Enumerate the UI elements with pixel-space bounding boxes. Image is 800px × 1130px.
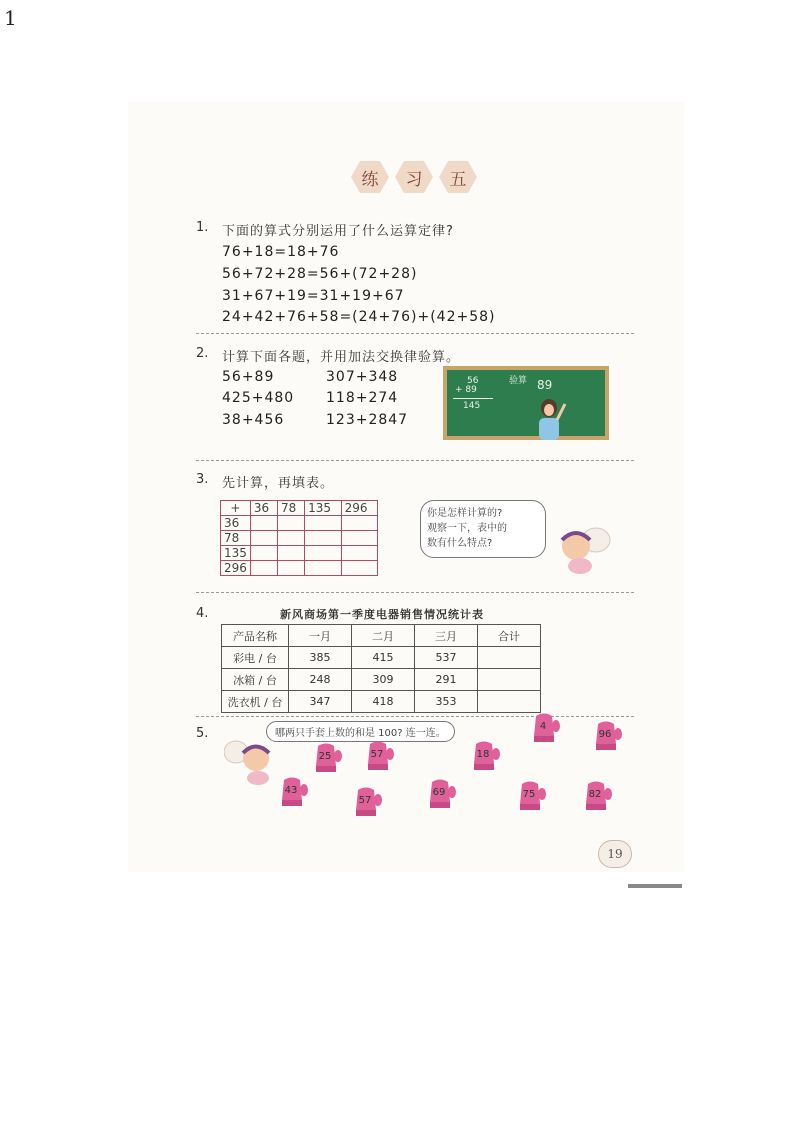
q1-number: 1. bbox=[196, 220, 209, 235]
blank-cell[interactable] bbox=[278, 531, 305, 546]
table-cell: 291 bbox=[415, 669, 478, 691]
q1-equation-1: 76+18=18+76 bbox=[222, 244, 340, 260]
q5-number: 5. bbox=[196, 726, 209, 741]
blank-cell[interactable] bbox=[278, 516, 305, 531]
q1-equation-4: 24+42+76+58=(24+76)+(42+58) bbox=[222, 309, 496, 325]
mitten[interactable]: 57 bbox=[362, 740, 396, 774]
board-number-top: 56 bbox=[467, 376, 479, 386]
cherub-illustration bbox=[224, 732, 284, 788]
table-cell: 385 bbox=[289, 647, 352, 669]
total-cell[interactable] bbox=[478, 691, 541, 713]
mitten[interactable]: 43 bbox=[276, 776, 310, 810]
speech-bubble: 哪两只手套上数的和是 100? 连一连。 bbox=[266, 721, 455, 742]
girl-figure bbox=[531, 396, 571, 440]
q2-expr: 56+89 bbox=[222, 369, 275, 385]
q4-number: 4. bbox=[196, 606, 209, 621]
row-header: 78 bbox=[221, 531, 251, 546]
title-char-1: 练 bbox=[350, 160, 390, 194]
mitten[interactable]: 25 bbox=[310, 742, 344, 776]
board-right-number: 89 bbox=[537, 378, 553, 392]
column-header: 三月 bbox=[415, 625, 478, 647]
q3-number: 3. bbox=[196, 472, 209, 487]
column-header: 78 bbox=[278, 501, 305, 516]
bubble-line: 数有什么特点? bbox=[427, 538, 493, 549]
table-cell: 248 bbox=[289, 669, 352, 691]
mitten[interactable]: 18 bbox=[468, 740, 502, 774]
blank-cell[interactable] bbox=[250, 531, 277, 546]
divider bbox=[196, 333, 634, 334]
q4-table-title: 新风商场第一季度电器销售情况统计表 bbox=[280, 608, 484, 621]
blank-cell[interactable] bbox=[305, 531, 341, 546]
blank-cell[interactable] bbox=[250, 561, 277, 576]
table-cell: 353 bbox=[415, 691, 478, 713]
table-cell: 347 bbox=[289, 691, 352, 713]
mitten[interactable]: 82 bbox=[580, 780, 614, 814]
row-label: 洗衣机 / 台 bbox=[222, 691, 289, 713]
scroll-indicator bbox=[628, 884, 682, 888]
column-header: 一月 bbox=[289, 625, 352, 647]
corner-number: 1 bbox=[4, 6, 17, 30]
blank-cell[interactable] bbox=[341, 531, 377, 546]
blank-cell[interactable] bbox=[305, 546, 341, 561]
row-header: 135 bbox=[221, 546, 251, 561]
board-number-mid: + 89 bbox=[455, 385, 477, 395]
blank-cell[interactable] bbox=[341, 516, 377, 531]
mitten[interactable]: 69 bbox=[424, 778, 458, 812]
addition-table bbox=[220, 500, 378, 576]
title-char-3: 五 bbox=[438, 160, 478, 194]
q2-expr: 38+456 bbox=[222, 412, 285, 428]
divider bbox=[196, 716, 634, 717]
column-header: 296 bbox=[341, 501, 377, 516]
q2-number: 2. bbox=[196, 346, 209, 361]
q2-expr: 118+274 bbox=[326, 390, 399, 406]
column-header: 135 bbox=[305, 501, 341, 516]
q2-text: 计算下面各题，并用加法交换律验算。 bbox=[222, 350, 461, 365]
table-cell: 418 bbox=[352, 691, 415, 713]
row-label: 冰箱 / 台 bbox=[222, 669, 289, 691]
blank-cell[interactable] bbox=[305, 516, 341, 531]
table-row bbox=[222, 647, 541, 669]
board-label: 验算 bbox=[509, 376, 528, 386]
cherub-illustration bbox=[548, 514, 612, 576]
column-header: 二月 bbox=[352, 625, 415, 647]
mitten[interactable]: 4 bbox=[528, 712, 562, 746]
blank-cell[interactable] bbox=[250, 516, 277, 531]
q2-expr: 307+348 bbox=[326, 369, 399, 385]
total-cell[interactable] bbox=[478, 647, 541, 669]
blank-cell[interactable] bbox=[250, 546, 277, 561]
chalkboard bbox=[443, 366, 609, 440]
board-line bbox=[453, 398, 493, 399]
bubble-line: 观察一下，表中的 bbox=[427, 523, 507, 534]
column-header: 36 bbox=[250, 501, 277, 516]
mitten[interactable]: 57 bbox=[350, 786, 384, 820]
blank-cell[interactable] bbox=[278, 546, 305, 561]
column-header: 合计 bbox=[478, 625, 541, 647]
table-cell: 309 bbox=[352, 669, 415, 691]
board-result: 145 bbox=[463, 401, 481, 411]
blank-cell[interactable] bbox=[341, 546, 377, 561]
total-cell[interactable] bbox=[478, 669, 541, 691]
speech-bubble bbox=[420, 500, 546, 558]
textbook-page bbox=[128, 102, 684, 872]
q3-text: 先计算，再填表。 bbox=[222, 476, 335, 491]
blank-cell[interactable] bbox=[341, 561, 377, 576]
blank-cell[interactable] bbox=[305, 561, 341, 576]
table-cell: 415 bbox=[352, 647, 415, 669]
sales-table bbox=[221, 624, 541, 713]
row-header: 36 bbox=[221, 516, 251, 531]
table-corner: + bbox=[221, 501, 251, 516]
divider bbox=[196, 592, 634, 593]
q1-text: 下面的算式分别运用了什么运算定律? bbox=[222, 224, 454, 239]
divider bbox=[196, 460, 634, 461]
bubble-line: 你是怎样计算的? bbox=[427, 508, 503, 519]
mitten[interactable]: 96 bbox=[590, 720, 624, 754]
q1-equation-2: 56+72+28=56+(72+28) bbox=[222, 266, 418, 282]
column-header: 产品名称 bbox=[222, 625, 289, 647]
q2-expr: 425+480 bbox=[222, 390, 295, 406]
title-char-2: 习 bbox=[394, 160, 434, 194]
mitten[interactable]: 75 bbox=[514, 780, 548, 814]
table-row bbox=[222, 669, 541, 691]
table-cell: 537 bbox=[415, 647, 478, 669]
q2-expr: 123+2847 bbox=[326, 412, 409, 428]
table-row bbox=[222, 691, 541, 713]
q1-equation-3: 31+67+19=31+19+67 bbox=[222, 288, 405, 304]
row-label: 彩电 / 台 bbox=[222, 647, 289, 669]
row-header: 296 bbox=[221, 561, 251, 576]
blank-cell[interactable] bbox=[278, 561, 305, 576]
page-number: 19 bbox=[598, 840, 632, 868]
